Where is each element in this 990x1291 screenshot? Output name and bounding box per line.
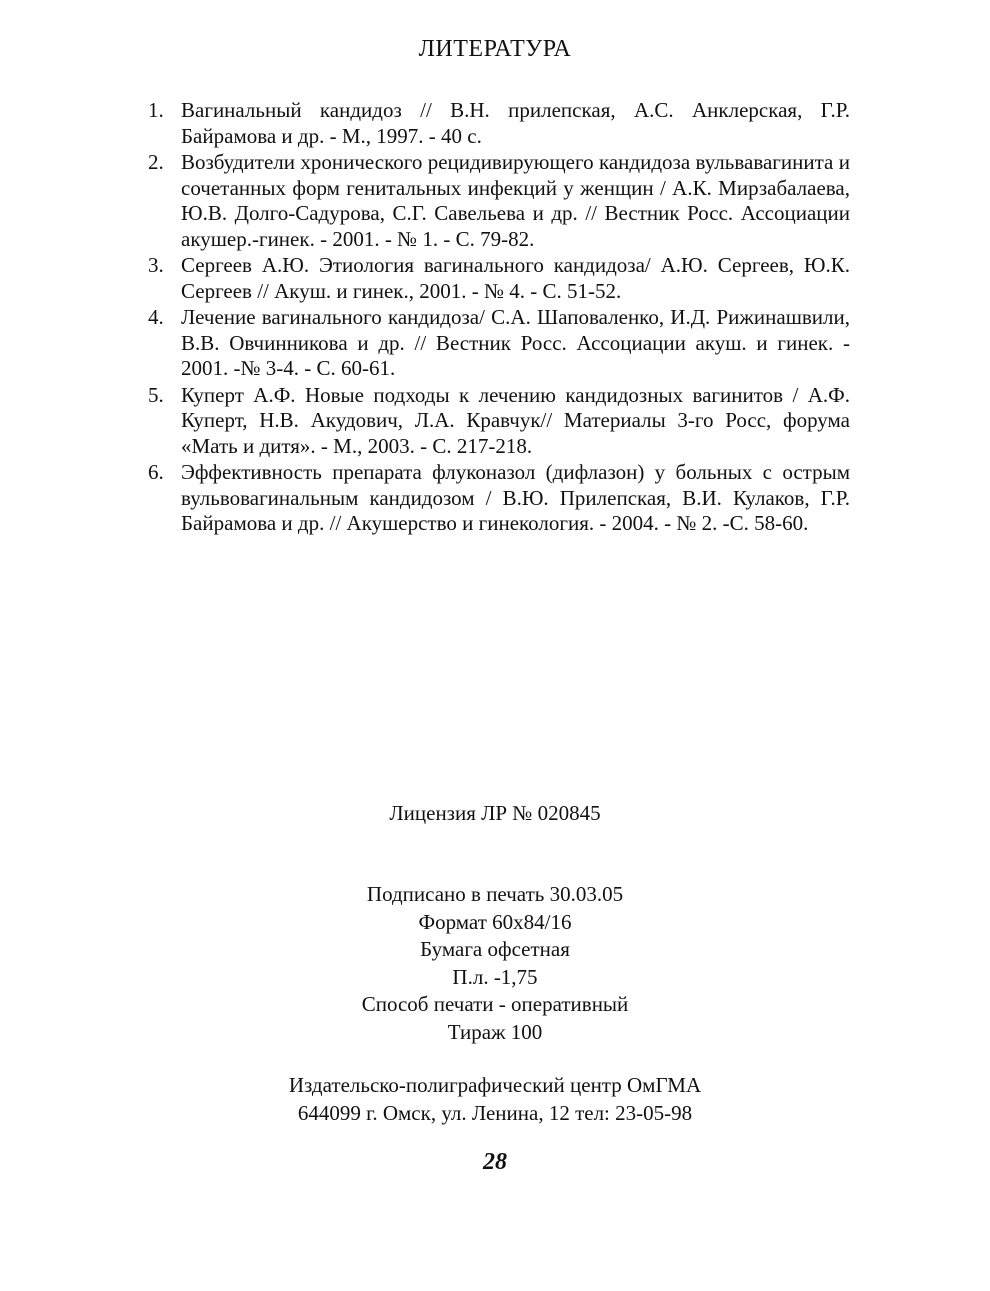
page-number: 28 <box>483 1149 507 1175</box>
reference-item <box>145 150 850 252</box>
sheets-line: П.л. -1,75 <box>452 964 538 989</box>
reference-text: Эффективность препарата флуконазол (дифлазон) у больных с острым вульвовагинальным кандидозом / В.Ю. Прилепская, В.И. Кулаков, Г.Р. Байрамова и др. // Акушерство и гинекология. - 2004. - № 2. -С. 58-60. <box>181 460 850 535</box>
reference-number: 5. <box>148 382 164 407</box>
paper-line: Бумага офсетная <box>420 937 570 961</box>
reference-number: 2. <box>148 150 164 174</box>
reference-text: Лечение вагинального кандидоза/ С.А. Шаповаленко, И.Д. Рижинашвили, В.В. Овчинникова и др. // Вестник Росс. Ассоциации акуш. и гинек. - 2001. -№ 3-4. - С. 60-61. <box>181 305 850 380</box>
reference-item <box>145 305 850 382</box>
reference-number: 1. <box>148 98 164 122</box>
page-title: ЛИТЕРАТУРА <box>418 36 572 62</box>
reference-text: Вагинальный кандидоз // В.Н. прилепская, А.С. Анклерская, Г.Р. Байрамова и др. - М., 1997. - 40 с. <box>181 98 850 148</box>
print-method-line: Способ печати - оперативный <box>361 992 629 1016</box>
publisher-name: Издательско-полиграфический центр ОмГМА <box>288 1073 702 1097</box>
reference-number: 4. <box>148 305 164 329</box>
reference-item <box>145 460 850 537</box>
reference-number: 3. <box>148 253 164 277</box>
license-line: Лицензия ЛР № 020845 <box>389 801 601 825</box>
reference-list <box>145 98 850 538</box>
reference-item <box>145 383 850 460</box>
reference-text: Сергеев А.Ю. Этиология вагинального кандидоза/ А.Ю. Сергеев, Ю.К. Сергеев // Акуш. и гинек., 2001. - № 4. - С. 51-52. <box>181 253 850 303</box>
circulation-line: Тираж 100 <box>447 1019 543 1044</box>
publisher-block <box>0 1072 990 1127</box>
reference-item <box>145 98 850 149</box>
publisher-address: 644099 г. Омск, ул. Ленина, 12 тел: 23-05-98 <box>297 1100 693 1125</box>
reference-text: Возбудители хронического рецидивирующего кандидоза вульвавагинита и сочетанных форм генитальных инфекций у женщин / А.К. Мирзабалаева, Ю.В. Долго-Садурова, С.Г. Савельева и др. // Вестник Росс. Ассоциации акушер.-гинек. - 2001. - № 1. - С. 79-82. <box>181 150 850 251</box>
format-line: Формат 60x84/16 <box>418 909 572 934</box>
license-block <box>0 800 990 828</box>
signed-line: Подписано в печать 30.03.05 <box>366 882 624 906</box>
reference-number: 6. <box>148 460 164 484</box>
print-info-block <box>0 881 990 1046</box>
reference-text: Куперт А.Ф. Новые подходы к лечению кандидозных вагинитов / А.Ф. Куперт, Н.В. Акудович, Л.А. Кравчук// Материалы 3-го Росс, форума «Мать и дитя». - М., 2003. - С. 217-218. <box>181 382 850 458</box>
reference-item <box>145 253 850 304</box>
